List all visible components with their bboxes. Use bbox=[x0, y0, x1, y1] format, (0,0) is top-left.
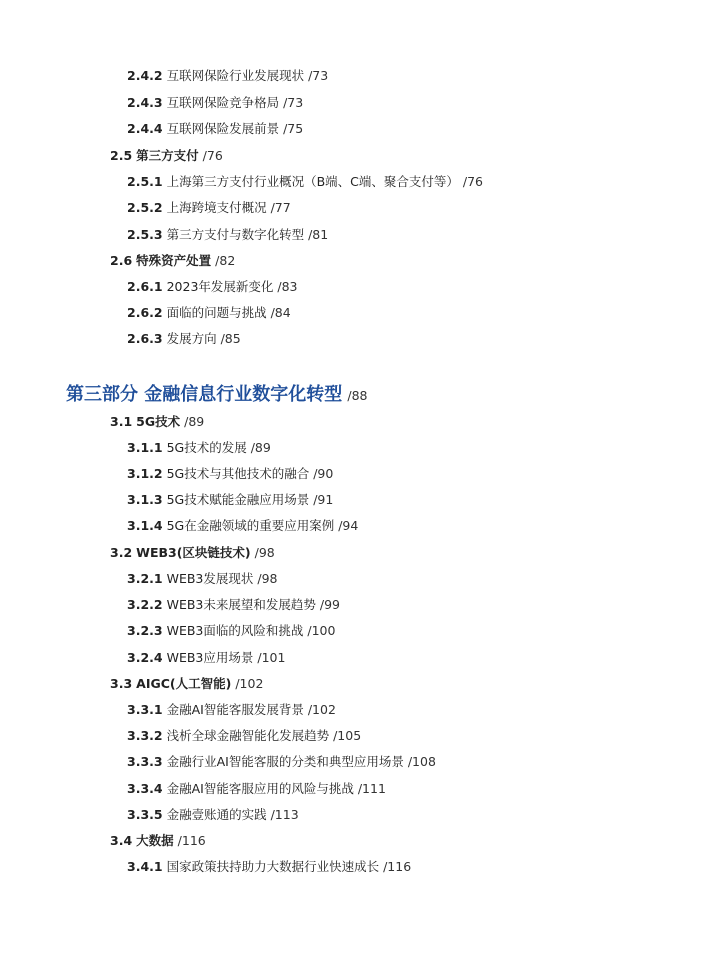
entry-title: 金融行业AI智能客服的分类和典型应用场景 bbox=[166, 754, 404, 769]
toc-entry[interactable] bbox=[127, 623, 335, 639]
entry-title: 浅析全球金融智能化发展趋势 bbox=[166, 728, 330, 743]
entry-page: /116 bbox=[177, 833, 206, 848]
entry-title: WEB3应用场景 bbox=[166, 650, 254, 665]
toc-entry[interactable] bbox=[127, 597, 340, 613]
section-number: 3.4 bbox=[110, 833, 133, 848]
entry-title: 5G技术与其他技术的融合 bbox=[166, 466, 310, 481]
toc-entry[interactable] bbox=[127, 227, 328, 243]
toc-entry[interactable] bbox=[127, 807, 299, 823]
entry-number: 2.6.2 bbox=[127, 305, 163, 320]
toc-entry[interactable] bbox=[127, 200, 291, 216]
toc-section[interactable] bbox=[110, 833, 206, 849]
entry-title: 金融AI智能客服应用的风险与挑战 bbox=[166, 781, 354, 796]
toc-entry[interactable] bbox=[127, 492, 333, 508]
section-number: 2.6 bbox=[110, 253, 133, 268]
entry-page: /100 bbox=[307, 623, 336, 638]
entry-number: 3.4.1 bbox=[127, 859, 163, 874]
entry-number: 3.3.2 bbox=[127, 728, 163, 743]
entry-title: 上海第三方支付行业概况（B端、C端、聚合支付等） bbox=[166, 174, 459, 189]
section-number: 3.3 bbox=[110, 676, 133, 691]
entry-page: /102 bbox=[235, 676, 264, 691]
toc-entry[interactable] bbox=[127, 650, 285, 666]
entry-page: /102 bbox=[307, 702, 336, 717]
toc-section[interactable] bbox=[110, 253, 235, 269]
part-page: /88 bbox=[347, 388, 368, 403]
toc-entry[interactable] bbox=[127, 68, 328, 84]
part-title: 第三部分 金融信息行业数字化转型 bbox=[66, 384, 343, 405]
toc-entry[interactable] bbox=[127, 728, 361, 744]
entry-page: /90 bbox=[313, 466, 334, 481]
entry-page: /98 bbox=[257, 571, 278, 586]
section-title: 第三方支付 bbox=[136, 148, 199, 163]
entry-number: 2.4.2 bbox=[127, 68, 163, 83]
entry-title: 第三方支付与数字化转型 bbox=[166, 227, 305, 242]
toc-entry[interactable] bbox=[127, 754, 436, 770]
toc-entry[interactable] bbox=[127, 95, 303, 111]
entry-title: 互联网保险发展前景 bbox=[166, 121, 280, 136]
entry-title: 金融AI智能客服发展背景 bbox=[166, 702, 304, 717]
entry-page: /82 bbox=[215, 253, 236, 268]
entry-title: WEB3未来展望和发展趋势 bbox=[166, 597, 316, 612]
section-number: 2.5 bbox=[110, 148, 133, 163]
entry-number: 3.2.2 bbox=[127, 597, 163, 612]
toc-entry[interactable] bbox=[127, 781, 386, 797]
toc-entry[interactable] bbox=[127, 466, 333, 482]
entry-title: WEB3面临的风险和挑战 bbox=[166, 623, 304, 638]
entry-number: 3.3.5 bbox=[127, 807, 163, 822]
section-title: WEB3(区块链技术) bbox=[136, 545, 251, 560]
toc-section[interactable] bbox=[110, 676, 263, 692]
entry-title: 互联网保险竞争格局 bbox=[166, 95, 280, 110]
entry-number: 3.1.2 bbox=[127, 466, 163, 481]
section-title: 大数据 bbox=[136, 833, 174, 848]
toc-entry[interactable] bbox=[127, 518, 358, 534]
entry-number: 3.3.1 bbox=[127, 702, 163, 717]
entry-number: 3.2.4 bbox=[127, 650, 163, 665]
entry-number: 2.6.1 bbox=[127, 279, 163, 294]
toc-entry[interactable] bbox=[127, 331, 241, 347]
entry-number: 2.6.3 bbox=[127, 331, 163, 346]
entry-title: 金融壹账通的实践 bbox=[166, 807, 267, 822]
toc-entry[interactable] bbox=[127, 279, 298, 295]
section-number: 3.1 bbox=[110, 414, 133, 429]
entry-title: WEB3发展现状 bbox=[166, 571, 254, 586]
entry-page: /108 bbox=[407, 754, 436, 769]
entry-title: 面临的问题与挑战 bbox=[166, 305, 267, 320]
entry-number: 2.5.1 bbox=[127, 174, 163, 189]
entry-page: /81 bbox=[308, 227, 329, 242]
entry-page: /91 bbox=[313, 492, 334, 507]
entry-title: 2023年发展新变化 bbox=[166, 279, 274, 294]
entry-page: /98 bbox=[254, 545, 275, 560]
entry-number: 3.1.1 bbox=[127, 440, 163, 455]
section-number: 3.2 bbox=[110, 545, 133, 560]
entry-page: /73 bbox=[283, 95, 304, 110]
toc-entry[interactable] bbox=[127, 121, 303, 137]
entry-number: 2.4.4 bbox=[127, 121, 163, 136]
toc-entry[interactable] bbox=[127, 440, 271, 456]
toc-entry[interactable] bbox=[127, 305, 291, 321]
entry-page: /76 bbox=[202, 148, 223, 163]
entry-page: /83 bbox=[277, 279, 298, 294]
toc-entry[interactable] bbox=[127, 174, 483, 190]
entry-page: /73 bbox=[308, 68, 329, 83]
entry-number: 2.5.2 bbox=[127, 200, 163, 215]
entry-title: 5G技术的发展 bbox=[166, 440, 247, 455]
section-title: 特殊资产处置 bbox=[136, 253, 212, 268]
toc-section[interactable] bbox=[110, 414, 204, 430]
entry-page: /75 bbox=[283, 121, 304, 136]
entry-page: /111 bbox=[357, 781, 386, 796]
entry-title: 5G技术赋能金融应用场景 bbox=[166, 492, 310, 507]
entry-page: /94 bbox=[338, 518, 359, 533]
section-title: AIGC(人工智能) bbox=[136, 676, 232, 691]
toc-entry[interactable] bbox=[127, 859, 411, 875]
toc-section[interactable] bbox=[110, 148, 223, 164]
entry-page: /116 bbox=[383, 859, 412, 874]
entry-number: 3.1.4 bbox=[127, 518, 163, 533]
entry-number: 3.3.3 bbox=[127, 754, 163, 769]
toc-entry[interactable] bbox=[127, 702, 336, 718]
entry-page: /113 bbox=[270, 807, 299, 822]
entry-page: /105 bbox=[333, 728, 362, 743]
entry-page: /89 bbox=[184, 414, 205, 429]
section-title: 5G技术 bbox=[136, 414, 181, 429]
entry-page: /76 bbox=[462, 174, 484, 189]
entry-title: 互联网保险行业发展现状 bbox=[166, 68, 305, 83]
entry-title: 上海跨境支付概况 bbox=[166, 200, 267, 215]
entry-page: /77 bbox=[270, 200, 291, 215]
entry-number: 2.4.3 bbox=[127, 95, 163, 110]
entry-page: /89 bbox=[250, 440, 271, 455]
entry-number: 3.2.1 bbox=[127, 571, 163, 586]
entry-page: /101 bbox=[257, 650, 286, 665]
entry-number: 3.2.3 bbox=[127, 623, 163, 638]
toc-part-heading[interactable] bbox=[66, 384, 367, 407]
entry-page: /84 bbox=[270, 305, 291, 320]
entry-page: /99 bbox=[319, 597, 340, 612]
entry-title: 国家政策扶持助力大数据行业快速成长 bbox=[166, 859, 380, 874]
entry-page: /85 bbox=[220, 331, 241, 346]
entry-number: 2.5.3 bbox=[127, 227, 163, 242]
toc-entry[interactable] bbox=[127, 571, 278, 587]
entry-title: 5G在金融领域的重要应用案例 bbox=[166, 518, 335, 533]
entry-number: 3.1.3 bbox=[127, 492, 163, 507]
entry-number: 3.3.4 bbox=[127, 781, 163, 796]
toc-section[interactable] bbox=[110, 545, 275, 561]
entry-title: 发展方向 bbox=[166, 331, 217, 346]
